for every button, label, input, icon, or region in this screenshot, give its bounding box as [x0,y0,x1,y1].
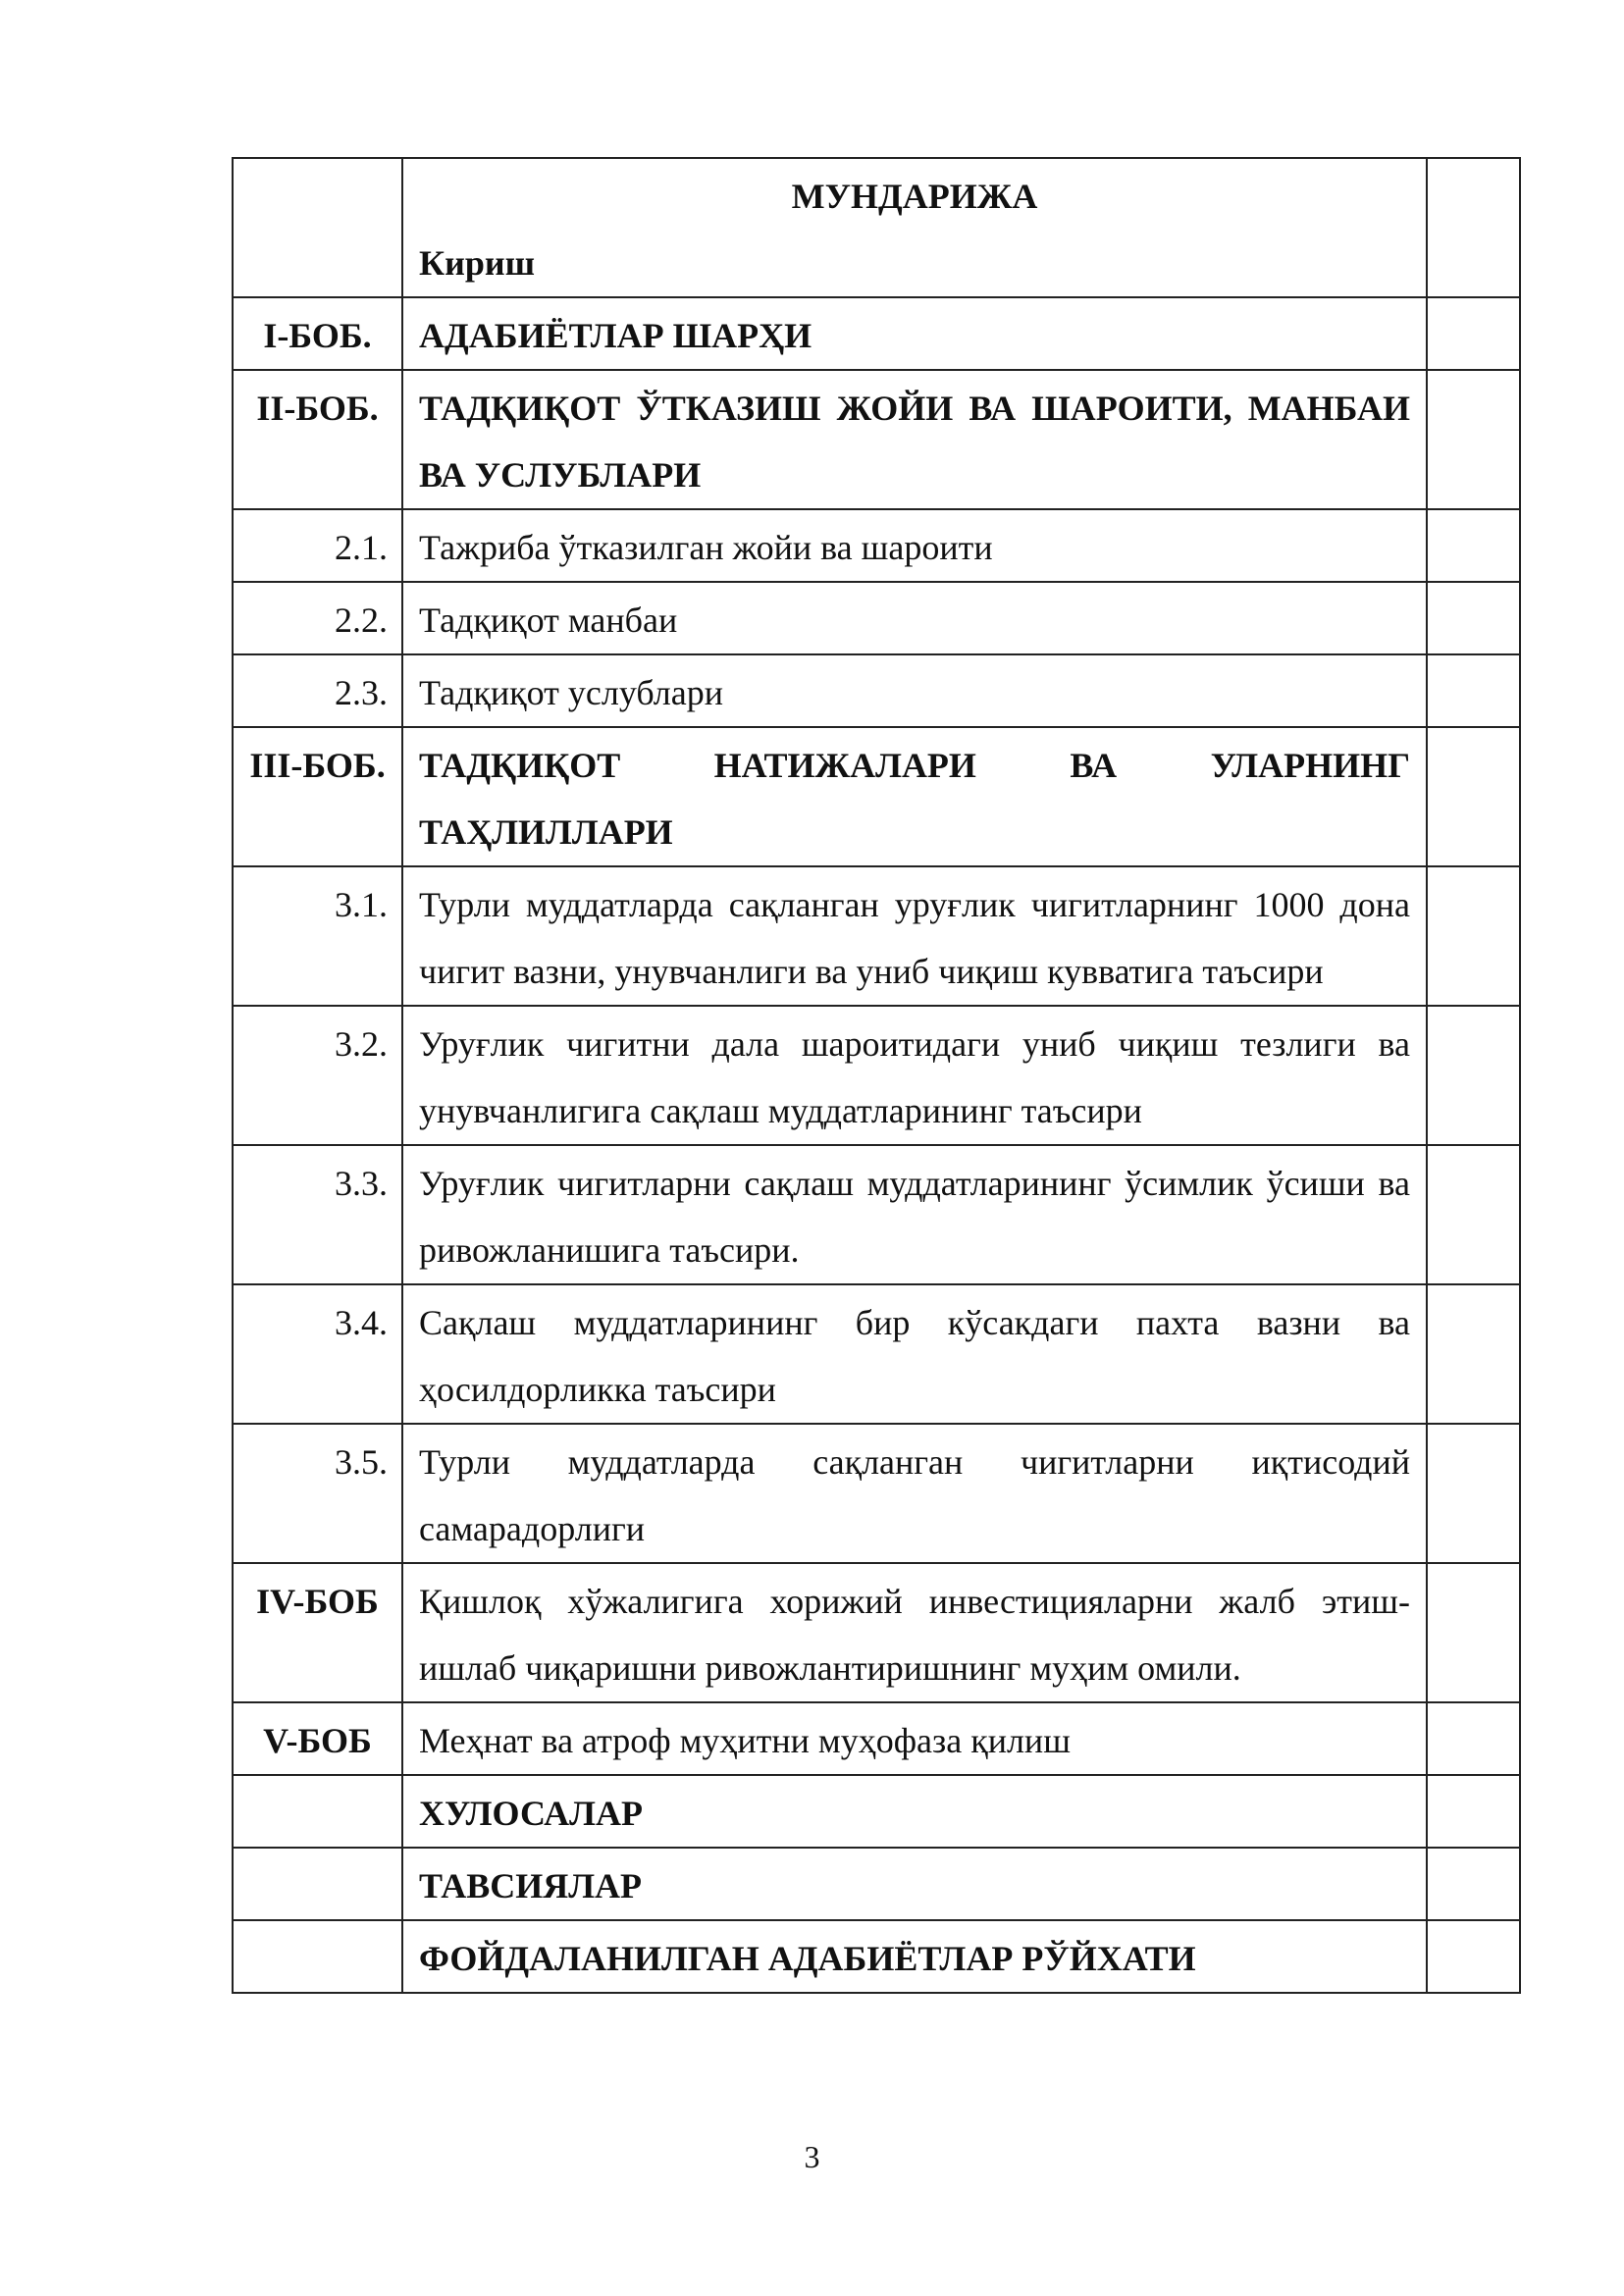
toc-row-page [1427,1702,1520,1775]
toc-row [233,866,1520,1006]
toc-row-page [1427,582,1520,654]
toc-row [233,1145,1520,1284]
toc-row-title: Меҳнат ва атроф муҳитни муҳофаза қилиш [402,1702,1427,1775]
toc-row [233,1702,1520,1775]
toc-row [233,370,1520,509]
toc-row [233,297,1520,370]
toc-row-title: АДАБИЁТЛАР ШАРҲИ [402,297,1427,370]
toc-row [233,1424,1520,1563]
toc-heading-row [233,158,1520,297]
toc-row-page [1427,654,1520,727]
toc-row-title: ФОЙДАЛАНИЛГАН АДАБИЁТЛАР РЎЙХАТИ [402,1920,1427,1993]
toc-row-number [233,1848,402,1920]
page-number: 3 [804,2139,820,2174]
toc-body [233,158,1520,1993]
toc-row-title: ХУЛОСАЛАР [402,1775,1427,1848]
toc-row-page [1427,1424,1520,1563]
toc-row-number [233,1775,402,1848]
toc-row [233,582,1520,654]
toc-row-number: 2.1. [233,509,402,582]
toc-heading-cell [402,158,1427,297]
toc-row [233,509,1520,582]
toc-row-page [1427,727,1520,866]
toc-row-title: Тадқиқот услублари [402,654,1427,727]
toc-row-page [1427,1920,1520,1993]
toc-row-page [1427,509,1520,582]
toc-row-title: ТАДҚИҚОТ ЎТКАЗИШ ЖОЙИ ВА ШАРОИТИ, МАНБАИ ВА УСЛУБЛАРИ [402,370,1427,509]
toc-row-title: Турли муддатларда сақланган уруғлик чигитларнинг 1000 дона чигит вазни, унувчанлиги ва униб чиқиш кувватига таъсири [402,866,1427,1006]
toc-row-title: ТАВСИЯЛАР [402,1848,1427,1920]
toc-row-number [233,1920,402,1993]
toc-row [233,654,1520,727]
toc-row-page [1427,1775,1520,1848]
table-of-contents [232,157,1521,1994]
toc-row-number: I-БОБ. [233,297,402,370]
toc-row-title: Тадқиқот манбаи [402,582,1427,654]
toc-row-number: 2.2. [233,582,402,654]
toc-row-number: IV-БОБ [233,1563,402,1702]
toc-row-title: Қишлоқ хўжалигига хорижий инвестицияларни жалб этиш-ишлаб чиқаришни ривожлантиришнинг муҳим омили. [402,1563,1427,1702]
toc-row-title: Уруғлик чигитларни сақлаш муддатларининг ўсимлик ўсиши ва ривожланишига таъсири. [402,1145,1427,1284]
toc-intro: Кириш [419,243,536,283]
toc-row [233,1775,1520,1848]
toc-heading: МУНДАРИЖА [791,177,1038,216]
toc-row [233,1006,1520,1145]
toc-row-title: Уруғлик чигитни дала шароитидаги униб чиқиш тезлиги ва унувчанлигига сақлаш муддатларининг таъсири [402,1006,1427,1145]
toc-row-number: 2.3. [233,654,402,727]
toc-row-page [1427,1284,1520,1424]
toc-heading-num-cell [233,158,402,297]
toc-row-number: III-БОБ. [233,727,402,866]
toc-row-title: Турли муддатларда сақланган чигитларни иқтисодий самарадорлиги [402,1424,1427,1563]
toc-row-page [1427,1848,1520,1920]
toc-row [233,1848,1520,1920]
toc-heading-page-cell [1427,158,1520,297]
toc-row-number: 3.1. [233,866,402,1006]
toc-row-title: Тажриба ўтказилган жойи ва шароити [402,509,1427,582]
toc-row-number: V-БОБ [233,1702,402,1775]
toc-row [233,1920,1520,1993]
toc-row [233,1284,1520,1424]
toc-row-page [1427,866,1520,1006]
toc-row-page [1427,297,1520,370]
toc-row-number: 3.5. [233,1424,402,1563]
toc-row-number: 3.4. [233,1284,402,1424]
toc-row [233,727,1520,866]
toc-row-page [1427,1145,1520,1284]
toc-row-page [1427,1563,1520,1702]
toc-row-title: ТАДҚИҚОТ НАТИЖАЛАРИ ВА УЛАРНИНГ ТАҲЛИЛЛАРИ [402,727,1427,866]
toc-row-number: 3.2. [233,1006,402,1145]
toc-row-page [1427,370,1520,509]
toc-row-number: 3.3. [233,1145,402,1284]
toc-row-title: Сақлаш муддатларининг бир кўсакдаги пахта вазни ва ҳосилдорликка таъсири [402,1284,1427,1424]
toc-row-number: II-БОБ. [233,370,402,509]
toc-row-page [1427,1006,1520,1145]
toc-row [233,1563,1520,1702]
